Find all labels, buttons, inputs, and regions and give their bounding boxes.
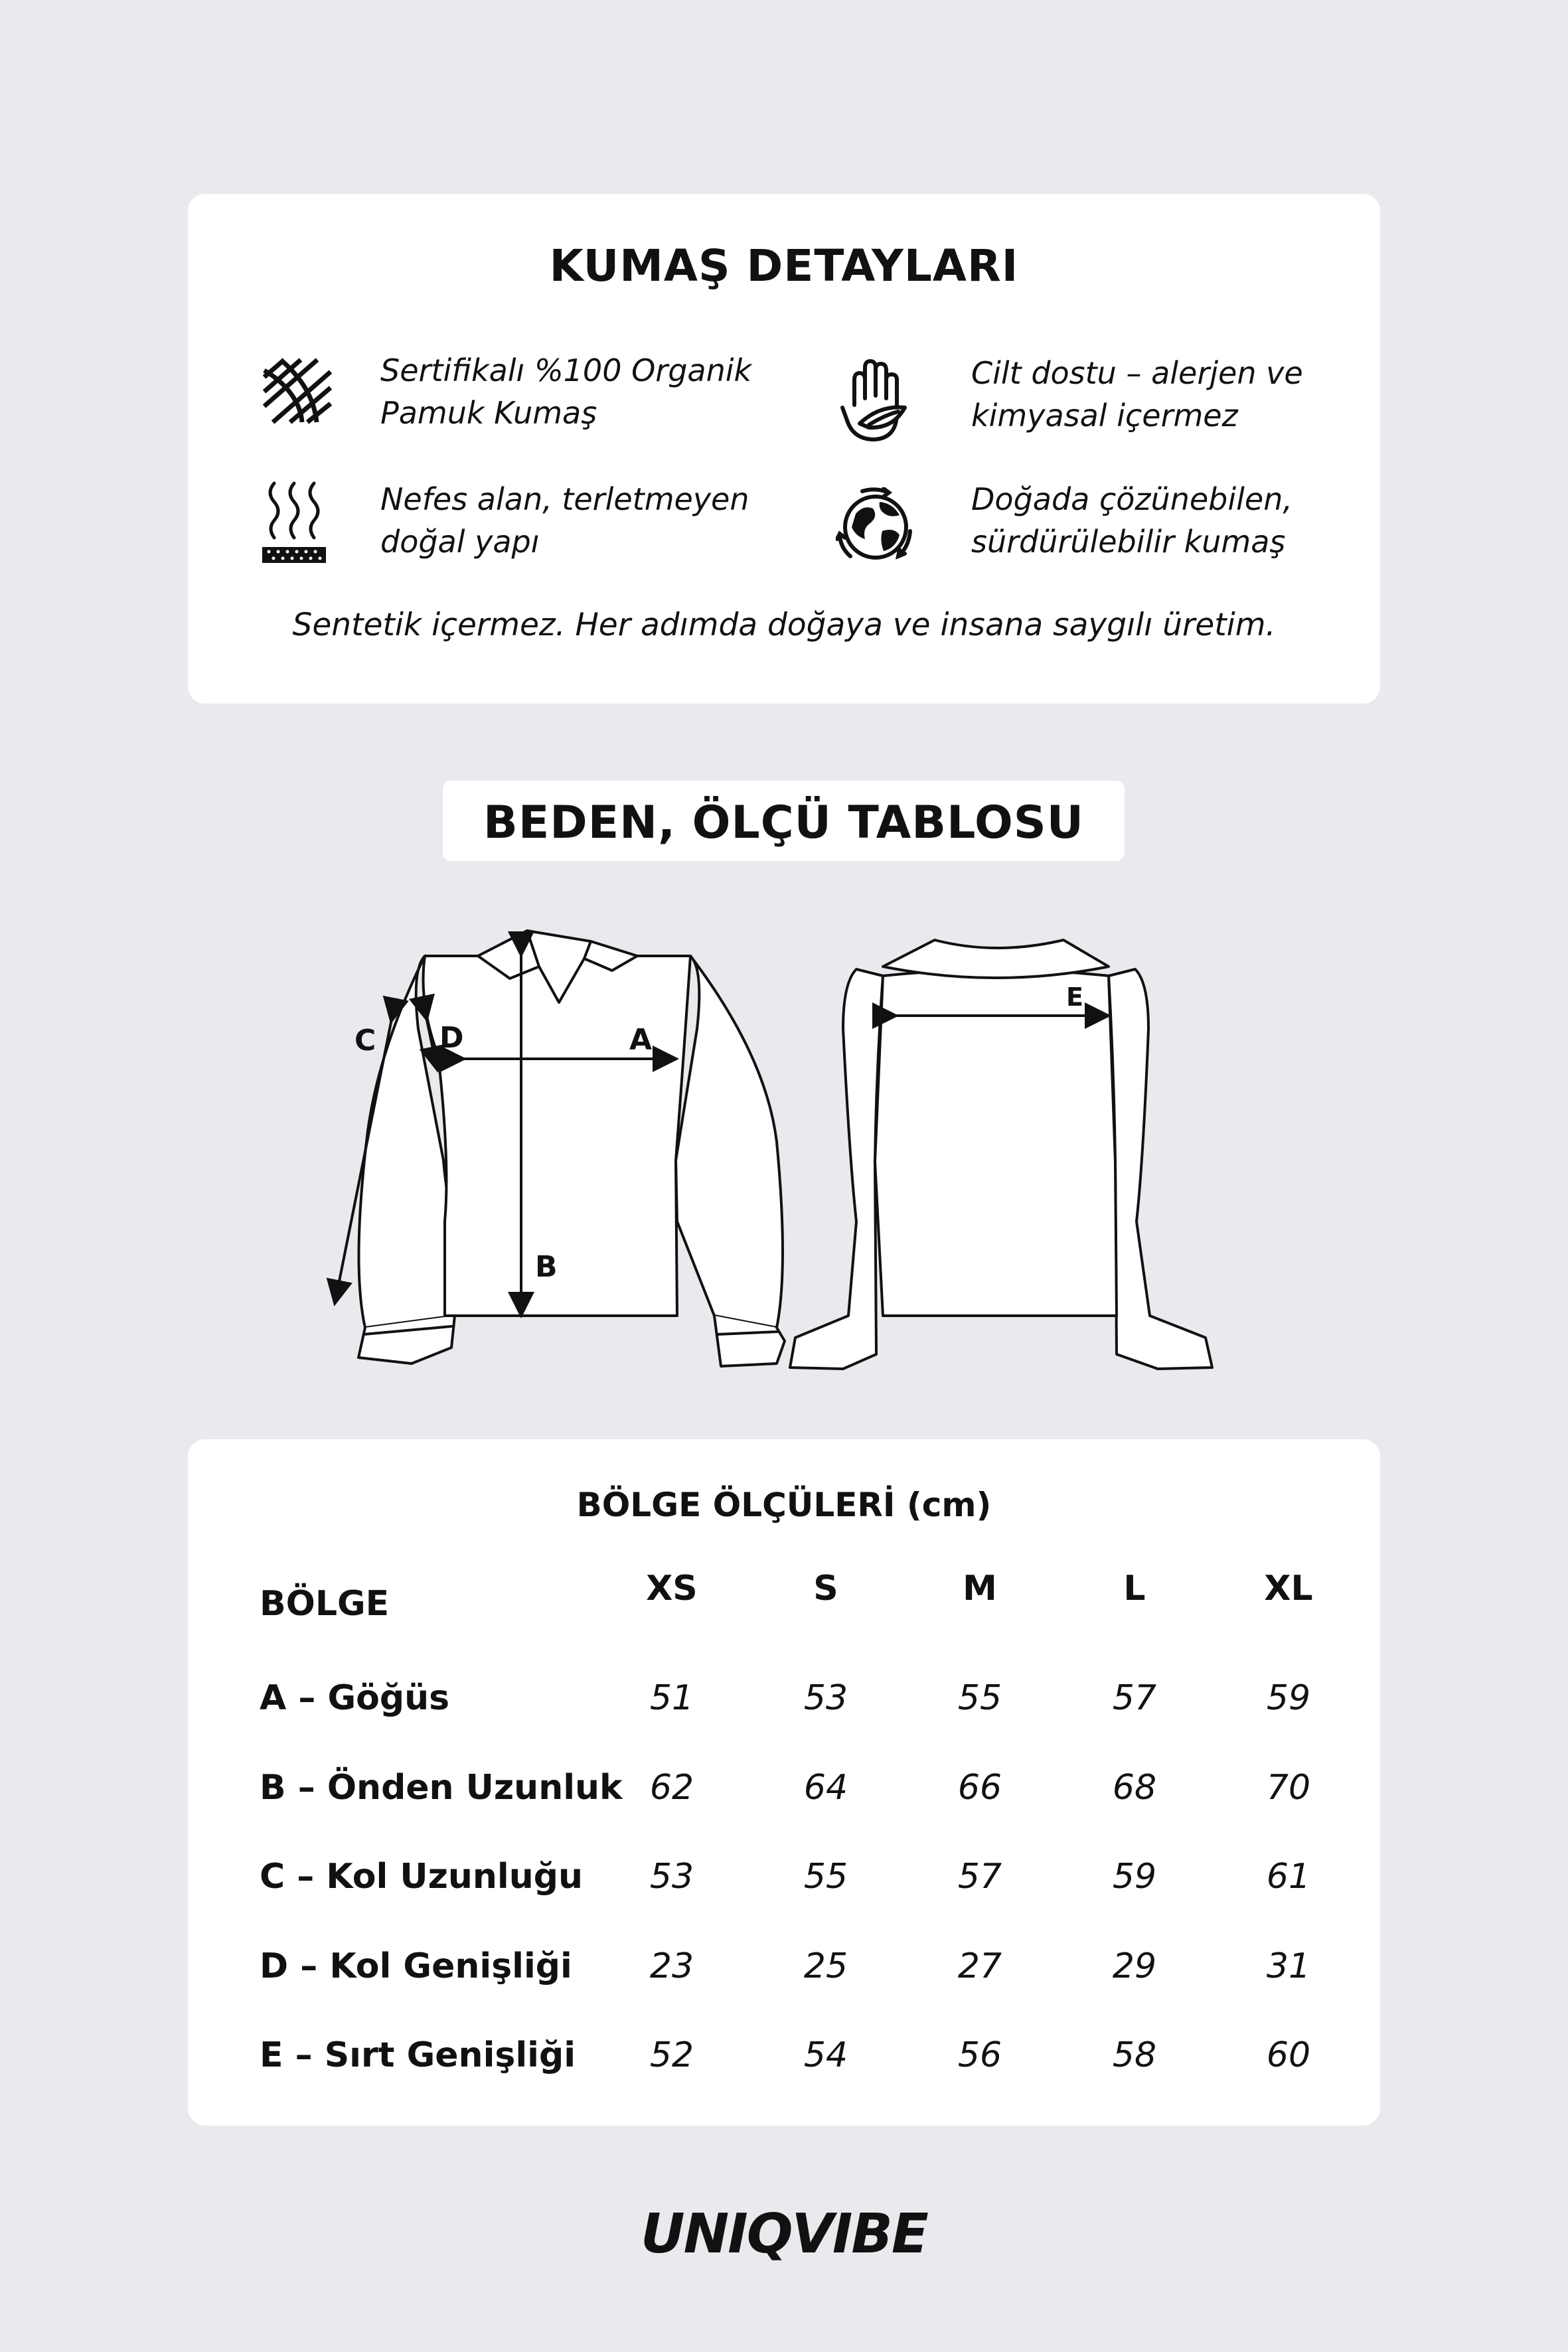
size-header-s: S [813, 1569, 838, 1608]
table-cell: 61 [1266, 1857, 1311, 1897]
row-label-chest: A – Göğüs [260, 1678, 450, 1718]
feature-4-text [971, 478, 1293, 563]
table-cell: 56 [957, 2035, 1002, 2075]
row-label-back-width: E – Sırt Genişliği [260, 2035, 576, 2075]
feature-4-line2: sürdürülebilir kumaş [971, 524, 1286, 560]
row-label-sleeve-width: D – Kol Genişliği [260, 1946, 572, 1986]
feature-3-text [380, 478, 749, 563]
fabric-details-title: KUMAŞ DETAYLARI [549, 240, 1019, 291]
table-cell: 57 [957, 1857, 1002, 1897]
table-cell: 59 [1112, 1857, 1157, 1897]
feature-1-text [380, 349, 751, 434]
feature-3-line2: doğal yapı [380, 524, 540, 560]
table-cell: 51 [649, 1678, 694, 1718]
size-chart-title-box [443, 781, 1125, 861]
table-cell: 68 [1112, 1768, 1157, 1808]
table-cell: 60 [1266, 2035, 1311, 2075]
feature-2-line2: kimyasal içermez [971, 398, 1238, 433]
region-header: BÖLGE [260, 1584, 390, 1624]
table-cell: 53 [649, 1857, 694, 1897]
feature-1-line2: Pamuk Kumaş [380, 395, 597, 431]
table-cell: 25 [803, 1946, 848, 1986]
size-header-m: M [963, 1569, 997, 1608]
table-cell: 58 [1112, 2035, 1157, 2075]
label-b: B [535, 1250, 558, 1284]
table-cell: 52 [649, 2035, 694, 2075]
table-cell: 70 [1266, 1768, 1311, 1808]
table-cell: 29 [1112, 1946, 1157, 1986]
earth-recycle-icon [836, 487, 915, 566]
size-header-l: L [1123, 1569, 1146, 1608]
table-cell: 66 [957, 1768, 1002, 1808]
table-cell: 27 [957, 1946, 1002, 1986]
table-cell: 54 [803, 2035, 848, 2075]
label-e: E [1066, 982, 1083, 1012]
table-cell: 31 [1266, 1946, 1311, 1986]
label-c: C [354, 1024, 376, 1058]
size-chart-title: BEDEN, ÖLÇÜ TABLOSU [483, 797, 1084, 849]
back-view-shirt [790, 940, 1212, 1369]
table-cell: 59 [1266, 1678, 1311, 1718]
table-cell: 55 [803, 1857, 848, 1897]
table-cell: 53 [803, 1678, 848, 1718]
size-table-card [188, 1439, 1380, 2126]
breathable-fabric-icon [261, 479, 327, 566]
fabric-details-card [188, 194, 1380, 704]
size-table-title: BÖLGE ÖLÇÜLERİ (cm) [576, 1486, 992, 1524]
size-header-xl: XL [1264, 1569, 1313, 1608]
front-view-shirt [358, 931, 785, 1366]
row-label-front-length: B – Önden Uzunluk [260, 1768, 623, 1808]
table-cell: 23 [649, 1946, 694, 1986]
brand-logo: UNIQVIBE [641, 2203, 927, 2266]
feature-1-line1: Sertifikalı %100 Organik [380, 353, 752, 388]
hand-leaf-icon [840, 358, 913, 445]
garment-measurement-diagram [312, 909, 1215, 1381]
table-cell: 57 [1112, 1678, 1157, 1718]
size-header-xs: XS [646, 1569, 698, 1608]
label-d: D [439, 1021, 464, 1055]
feature-2-text [971, 352, 1303, 437]
feature-2-line1: Cilt dostu – alerjen ve [971, 355, 1303, 391]
fabric-note: Sentetik içermez. Her adımda doğaya ve insana saygılı üretim. [292, 607, 1276, 643]
label-a: A [629, 1023, 653, 1057]
feature-4-line1: Doğada çözünebilen, [971, 481, 1293, 517]
row-label-sleeve-length: C – Kol Uzunluğu [260, 1857, 584, 1897]
table-cell: 62 [649, 1768, 694, 1808]
feature-3-line1: Nefes alan, terletmeyen [380, 481, 749, 517]
table-cell: 64 [803, 1768, 848, 1808]
yarn-icon [261, 357, 334, 426]
table-cell: 55 [957, 1678, 1002, 1718]
